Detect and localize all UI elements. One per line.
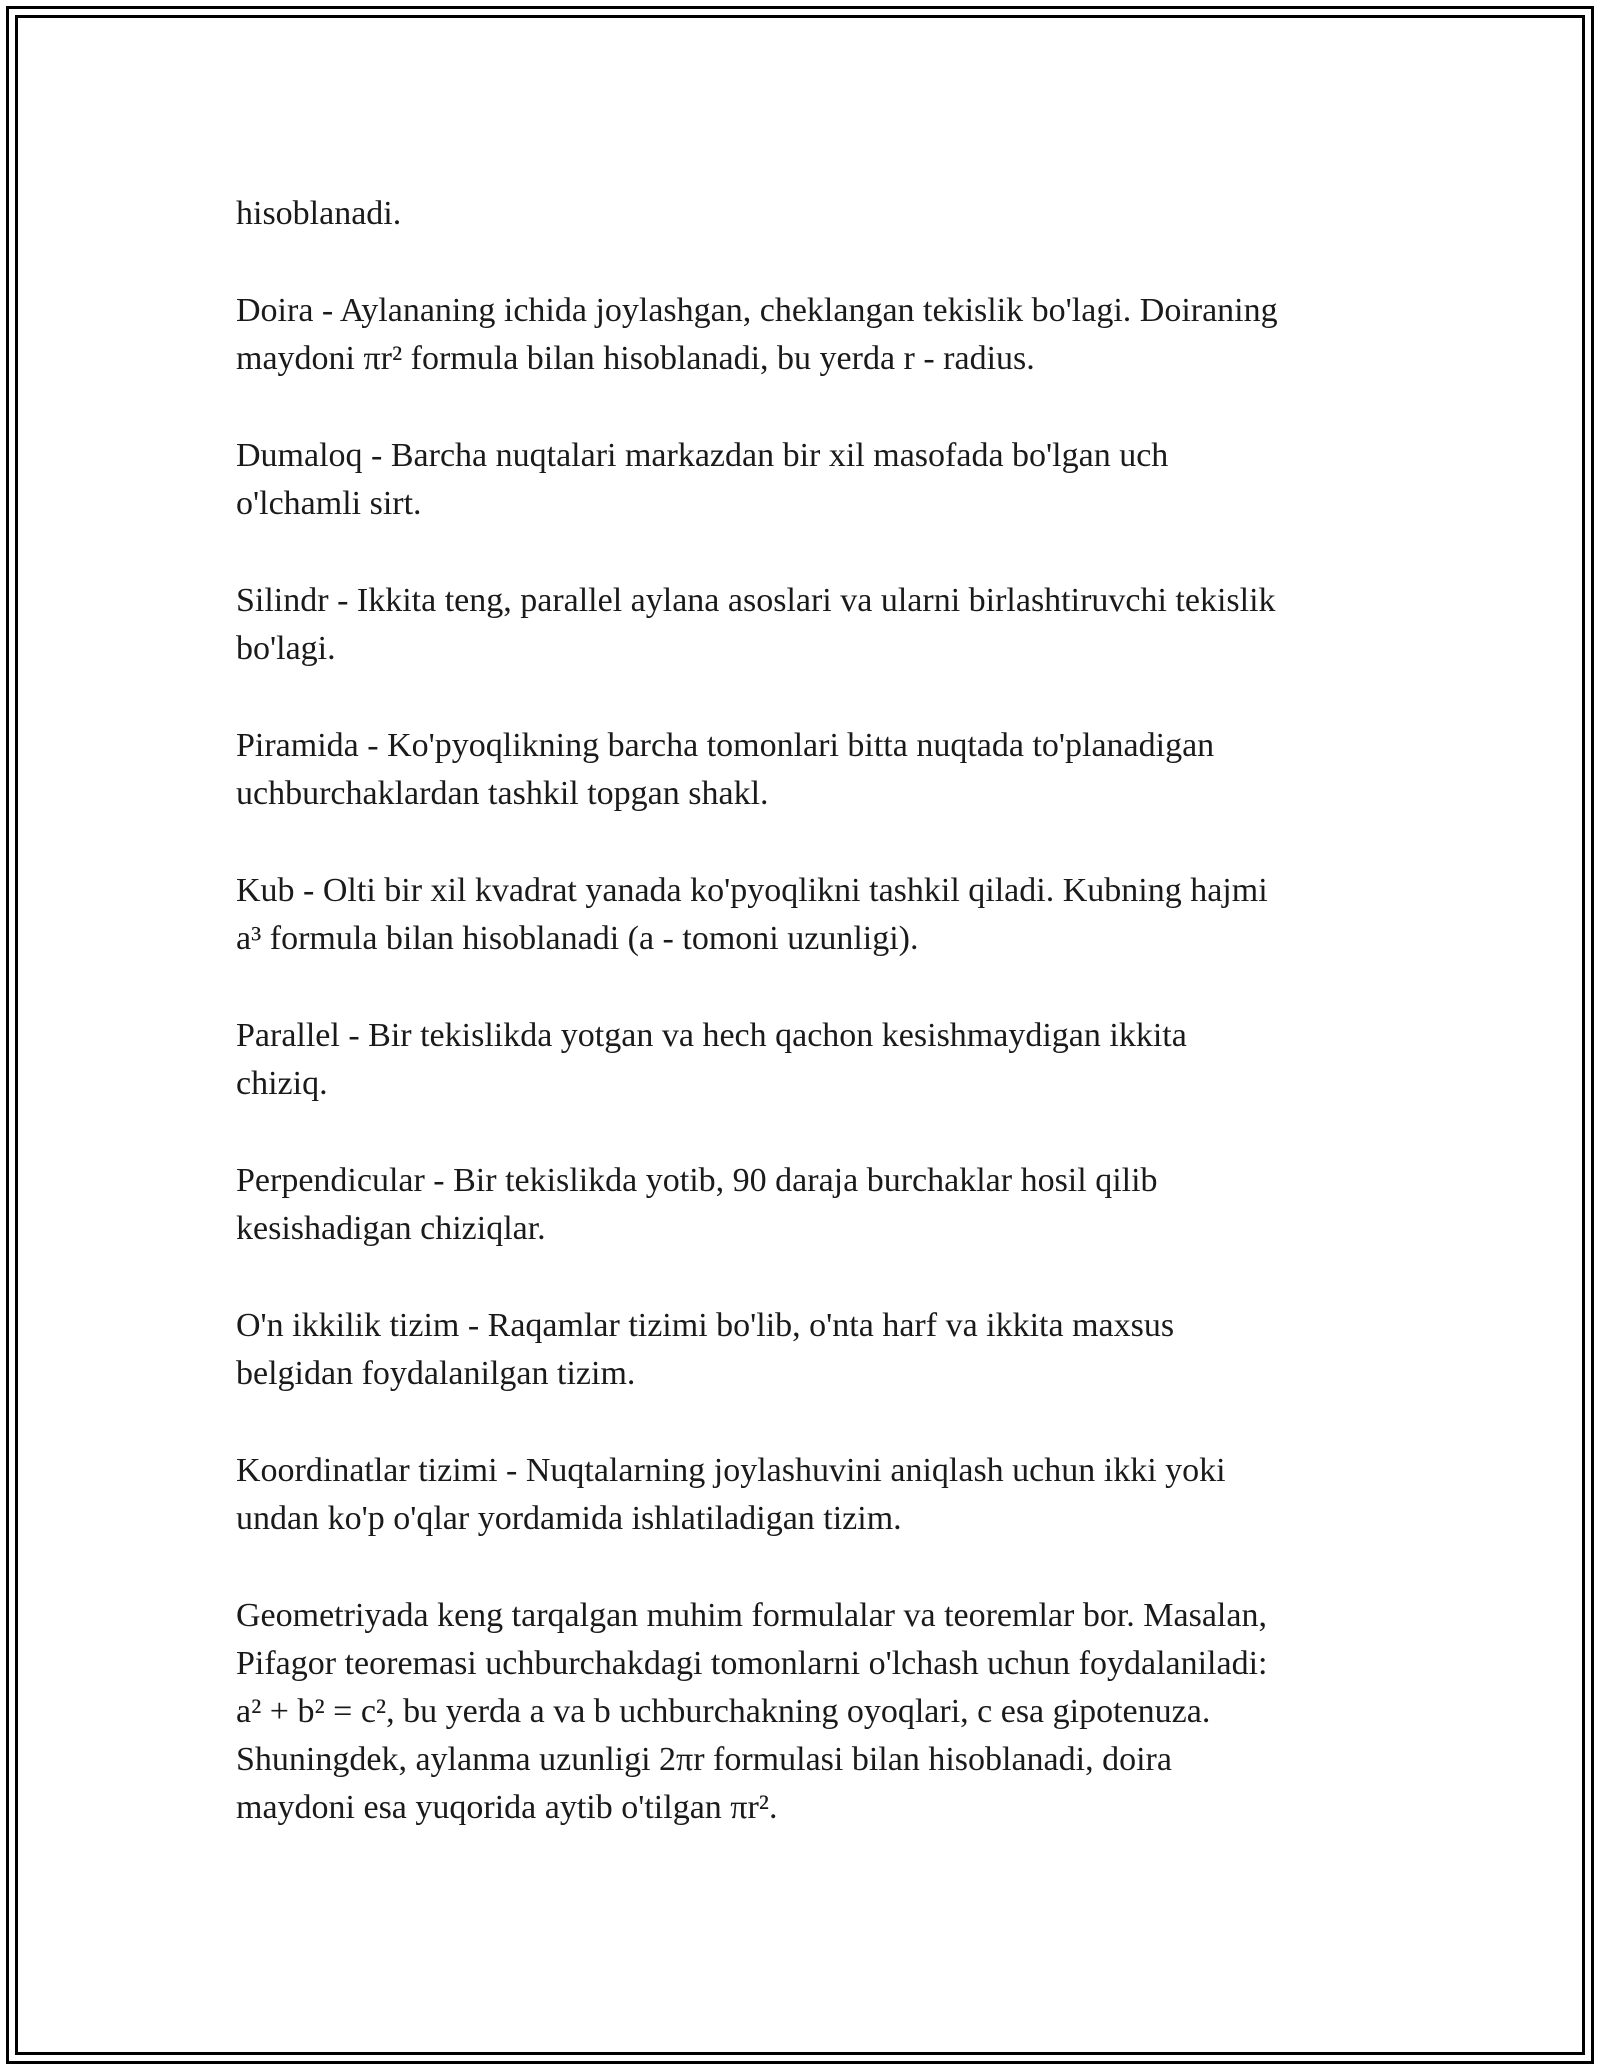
paragraph-perpendicular: Perpendicular - Bir tekislikda yotib, 90 daraja burchaklar hosil qilib kesishadigan chiziqlar. [236, 1162, 1158, 1247]
paragraph-continuation: hisoblanadi. [236, 195, 402, 232]
paragraph-formulalar: Geometriyada keng tarqalgan muhim formulalar va teoremlar bor. Masalan, Pifagor teoremasi uchburchakdagi tomonlarni o'lchash uchun foydalaniladi: a² + b² = c², bu yerda a va b uchburchakning oyoqlari, c esa gipotenuza. Shuningdek, aylanma uzunligi 2πr formulasi bilan hisoblanadi, doira maydoni esa yuqorida aytib o'tilgan πr². [236, 1597, 1268, 1826]
paragraph-doira: Doira - Aylananing ichida joylashgan, cheklangan tekislik bo'lagi. Doiraning maydoni πr² formula bilan hisoblanadi, bu yerda r - radius. [236, 292, 1278, 377]
paragraph-koordinatlar-tizimi: Koordinatlar tizimi - Nuqtalarning joylashuvini aniqlash uchun ikki yoki undan ko'p o'qlar yordamida ishlatiladigan tizim. [236, 1452, 1226, 1537]
paragraph-onikkilik-tizim: O'n ikkilik tizim - Raqamlar tizimi bo'lib, o'nta harf va ikkita maxsus belgidan foydalanilgan tizim. [236, 1307, 1175, 1392]
paragraph-kub: Kub - Olti bir xil kvadrat yanada ko'pyoqlikni tashkil qiladi. Kubning hajmi a³ formula bilan hisoblanadi (a - tomoni uzunligi). [236, 872, 1268, 957]
paragraph-dumaloq: Dumaloq - Barcha nuqtalari markazdan bir xil masofada bo'lgan uch o'lchamli sirt. [236, 437, 1169, 522]
paragraph-piramida: Piramida - Ko'pyoqlikning barcha tomonlari bitta nuqtada to'planadigan uchburchaklardan tashkil topgan shakl. [236, 727, 1215, 812]
paragraph-silindr: Silindr - Ikkita teng, parallel aylana asoslari va ularni birlashtiruvchi tekislik bo'lagi. [236, 582, 1276, 667]
paragraph-parallel: Parallel - Bir tekislikda yotgan va hech qachon kesishmaydigan ikkita chiziq. [236, 1017, 1187, 1102]
document-body [236, 190, 1386, 1881]
